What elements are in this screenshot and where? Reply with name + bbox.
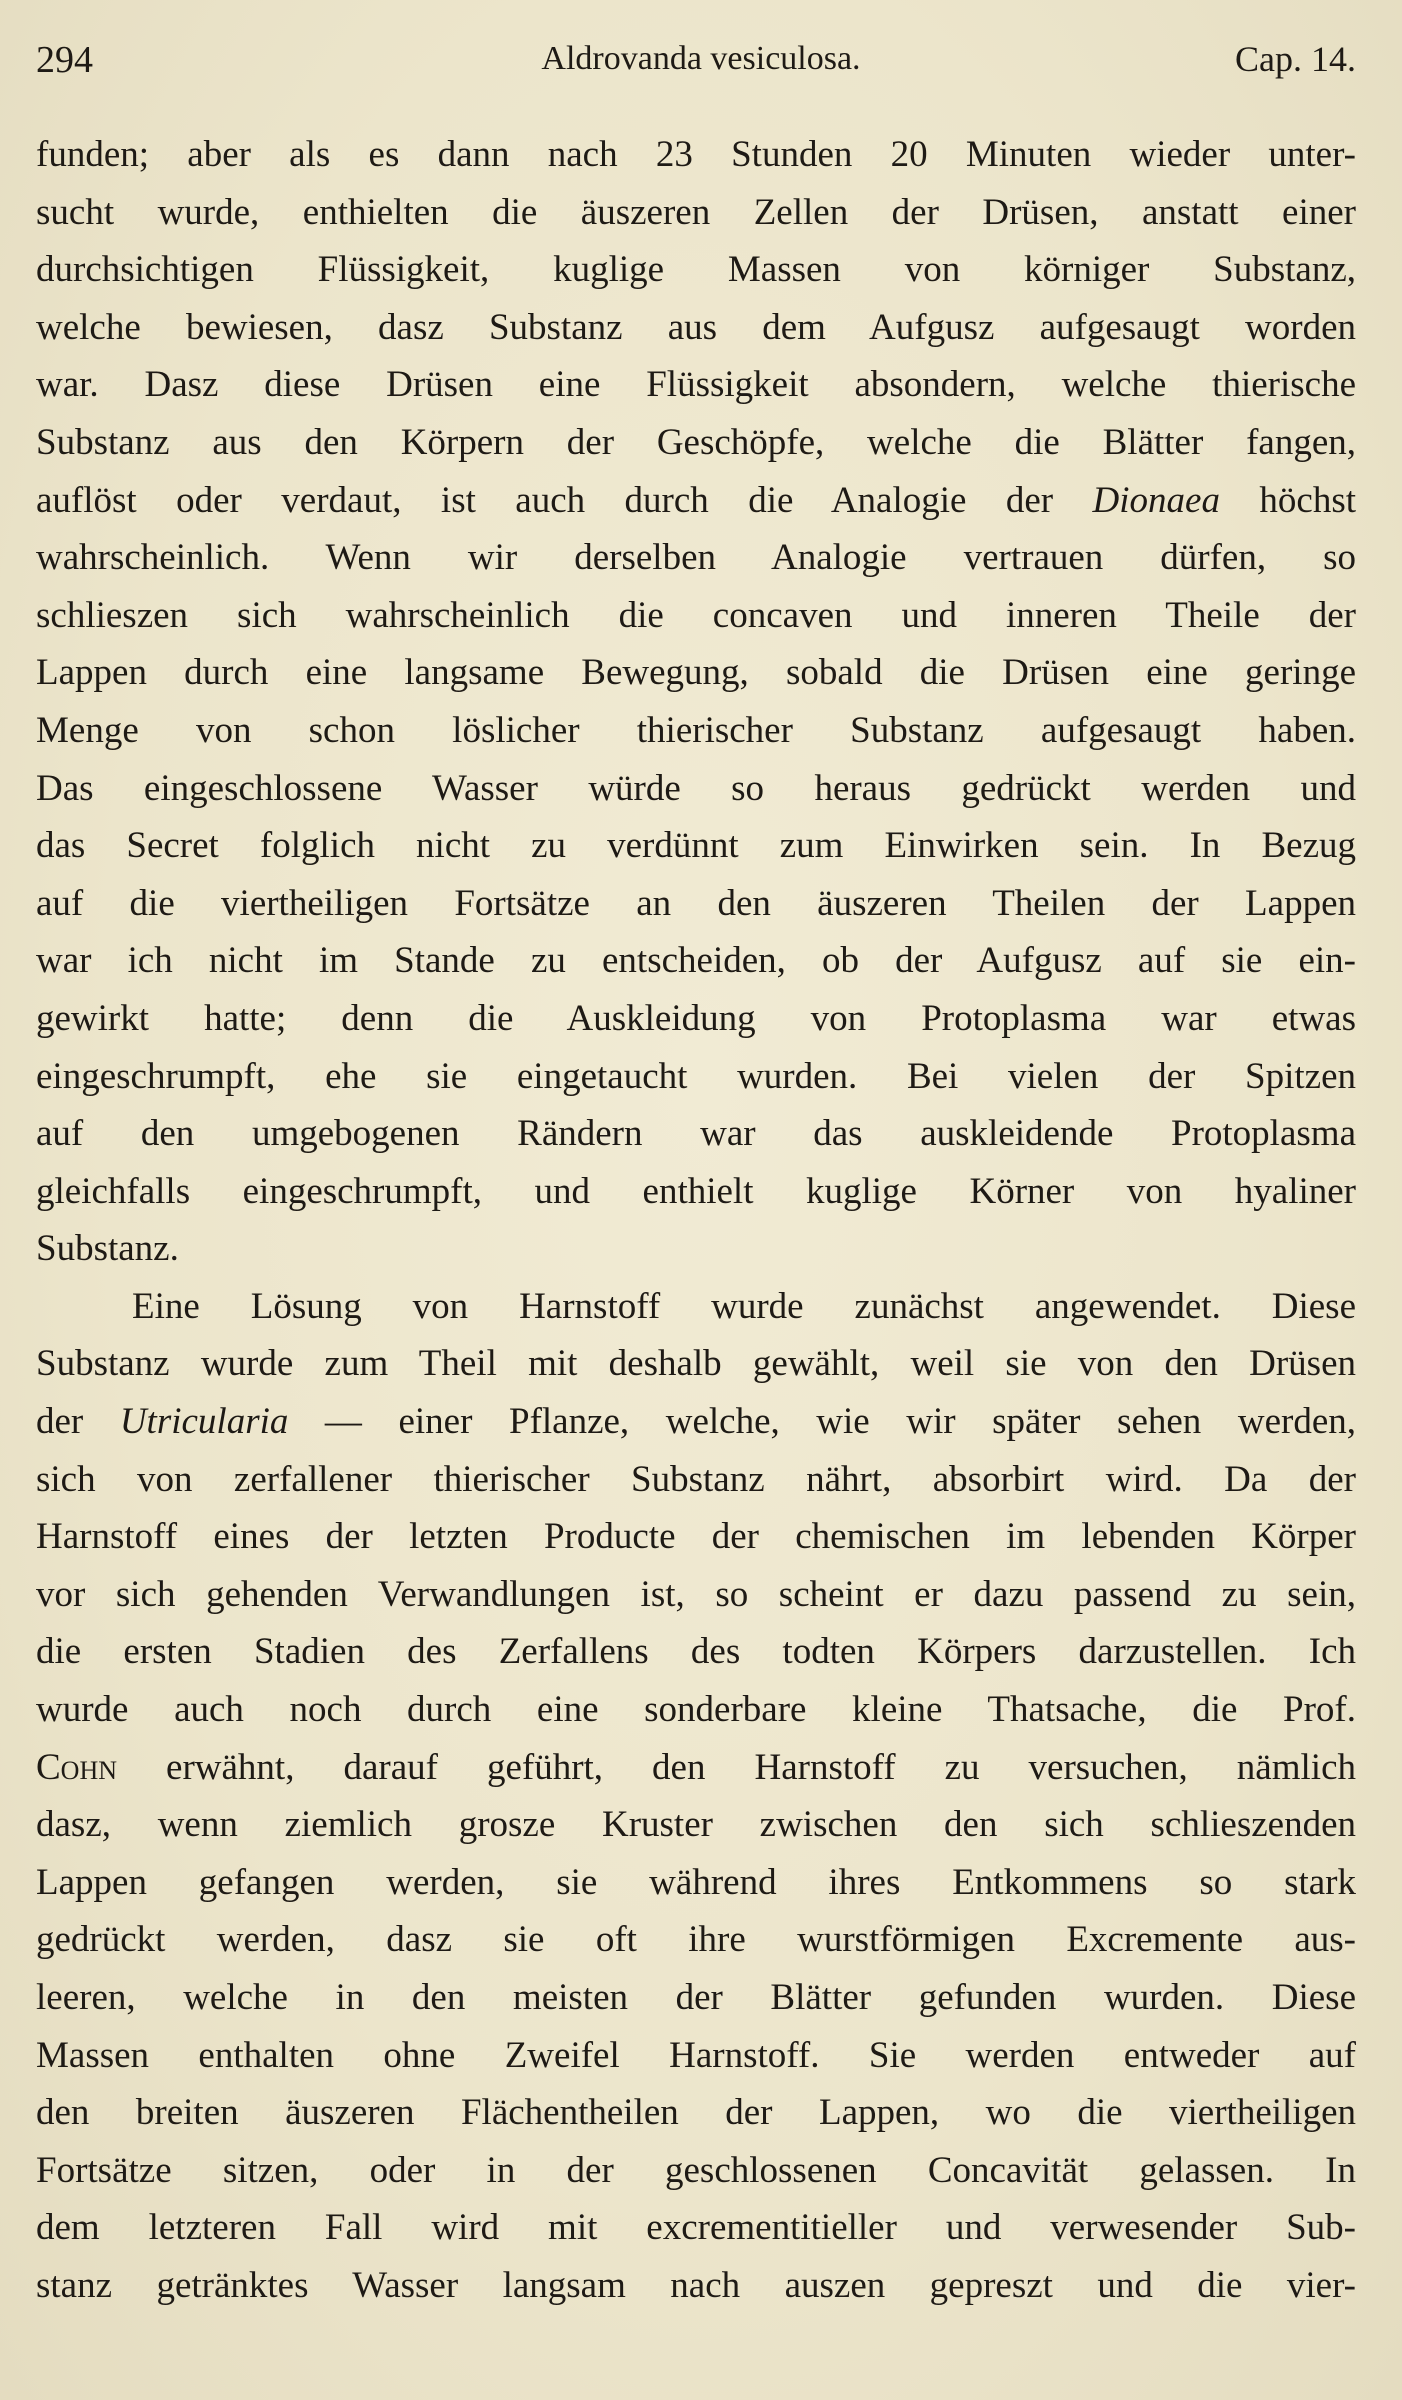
text-segment: erwähnt, darauf geführt, den Harnstoff zu versuchen, nämlich	[117, 1746, 1356, 1788]
text-line: gleichfalls eingeschrumpft, und enthielt kuglige Körner von hyaliner	[36, 1170, 1356, 1212]
text-line: eingeschrumpft, ehe sie eingetaucht wurden. Bei vielen der Spitzen	[36, 1055, 1356, 1097]
text-line: wurde auch noch durch eine sonderbare kleine Thatsache, die Prof.	[36, 1689, 1356, 1731]
text-line: Substanz aus den Körpern der Geschöpfe, welche die Blätter fangen,	[36, 421, 1356, 463]
text-line: wahrscheinlich. Wenn wir derselben Analogie vertrauen dürfen, so	[36, 537, 1356, 579]
text-line: Fortsätze sitzen, oder in der geschlossenen Concavität gelassen. In	[36, 2149, 1356, 2191]
text-segment: auflöst oder verdaut, ist auch durch die Analogie der	[36, 479, 1093, 521]
text-segment: — einer Pflanze, welche, wie wir später sehen werden,	[288, 1401, 1356, 1443]
text-line: den breiten äuszeren Flächentheilen der Lappen, wo die viertheiligen	[36, 2092, 1356, 2134]
page-number: 294	[36, 39, 93, 81]
text-line	[36, 1739, 1356, 1797]
text-line	[36, 472, 1356, 530]
italic-term: Utricularia	[119, 1401, 289, 1443]
paragraph-1	[36, 126, 1356, 1278]
text-line: schlieszen sich wahrscheinlich die concaven und inneren Theile der	[36, 594, 1356, 636]
text-line: gedrückt werden, dasz sie oft ihre wurstförmigen Excremente aus-	[36, 1919, 1356, 1961]
text-line	[36, 1393, 1356, 1451]
text-line: Harnstoff eines der letzten Producte der chemischen im lebenden Körper	[36, 1516, 1356, 1558]
text-line: war ich nicht im Stande zu entscheiden, ob der Aufgusz auf sie ein-	[36, 940, 1356, 982]
paragraph-2	[36, 1278, 1356, 2315]
running-head	[36, 38, 1366, 88]
text-segment: der	[36, 1401, 120, 1443]
text-line: Lappen durch eine langsame Bewegung, sobald die Drüsen eine geringe	[36, 652, 1356, 694]
text-line: durchsichtigen Flüssigkeit, kuglige Massen von körniger Substanz,	[36, 249, 1356, 291]
text-line: war. Dasz diese Drüsen eine Flüssigkeit absondern, welche thierische	[36, 364, 1356, 406]
body-text	[36, 126, 1356, 2315]
italic-term: Dionaea	[1092, 479, 1220, 521]
text-segment: höchst	[1219, 479, 1356, 521]
text-line: Substanz wurde zum Theil mit deshalb gewählt, weil sie von den Drüsen	[36, 1343, 1356, 1385]
text-line: dasz, wenn ziemlich grosze Kruster zwischen den sich schlieszenden	[36, 1804, 1356, 1846]
text-line: sucht wurde, enthielten die äuszeren Zellen der Drüsen, anstatt einer	[36, 191, 1356, 233]
text-line: dem letzteren Fall wird mit excrementitieller und verwesender Sub-	[36, 2207, 1356, 2249]
text-line: Massen enthalten ohne Zweifel Harnstoff. Sie werden entweder auf	[36, 2034, 1356, 2076]
text-line: auf den umgebogenen Rändern war das auskleidende Protoplasma	[36, 1113, 1356, 1155]
text-line: funden; aber als es dann nach 23 Stunden 20 Minuten wieder unter-	[36, 134, 1356, 175]
chapter-label: Cap. 14.	[1235, 39, 1356, 79]
text-line: leeren, welche in den meisten der Blätter gefunden wurden. Diese	[36, 1977, 1356, 2018]
text-line: Eine Lösung von Harnstoff wurde zunächst angewendet. Diese	[132, 1285, 1356, 1327]
text-line: Das eingeschlossene Wasser würde so heraus gedrückt werden und	[36, 767, 1356, 809]
author-name: Cohn	[36, 1746, 118, 1788]
text-line: das Secret folglich nicht zu verdünnt zum Einwirken sein. In Bezug	[36, 825, 1356, 867]
running-title: Aldrovanda vesiculosa.	[541, 40, 861, 77]
text-line: Menge von schon löslicher thierischer Substanz aufgesaugt haben.	[36, 709, 1356, 751]
text-line: stanz getränktes Wasser langsam nach auszen gepreszt und die vier-	[36, 2264, 1356, 2306]
text-line: Substanz.	[36, 1228, 179, 1270]
text-line: welche bewiesen, dasz Substanz aus dem Aufgusz aufgesaugt worden	[36, 306, 1356, 348]
text-line: gewirkt hatte; denn die Auskleidung von Protoplasma war etwas	[36, 997, 1356, 1039]
text-line: auf die viertheiligen Fortsätze an den äuszeren Theilen der Lappen	[36, 882, 1356, 924]
text-line: sich von zerfallener thierischer Substanz nährt, absorbirt wird. Da der	[36, 1458, 1356, 1500]
text-line: vor sich gehenden Verwandlungen ist, so scheint er dazu passend zu sein,	[36, 1573, 1356, 1615]
text-line: die ersten Stadien des Zerfallens des todten Körpers darzustellen. Ich	[36, 1631, 1356, 1673]
text-line: Lappen gefangen werden, sie während ihres Entkommens so stark	[36, 1861, 1356, 1903]
